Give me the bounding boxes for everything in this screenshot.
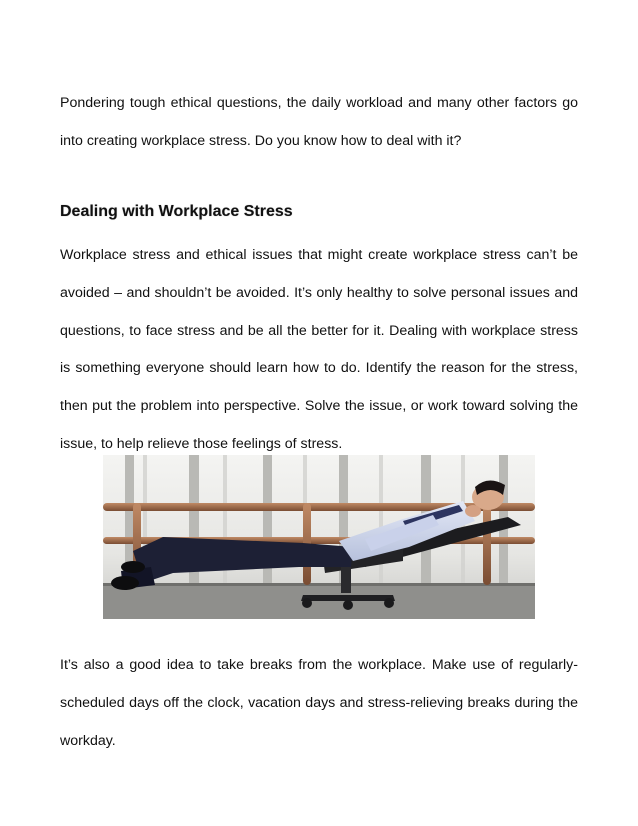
- section-heading: Dealing with Workplace Stress: [60, 203, 293, 220]
- businessman-reclining-photo: [103, 455, 535, 619]
- body-paragraph-1: Workplace stress and ethical issues that might create workplace stress can’t be avoided – and shouldn’t be avoided. It’s only healthy to solve personal issues and questions, to face stress and be all the better for it. Dealing with workplace stress is something everyone should learn how to do. Identify the reason for the stress, then put the problem into perspective. Solve the issue, or work toward solving the issue, to help relieve those feelings of stress.: [60, 247, 578, 452]
- body-paragraph-2: It’s also a good idea to take breaks from the workplace. Make use of regularly-scheduled days off the clock, vacation days and stress-relieving breaks during the workday.: [60, 657, 578, 749]
- intro-paragraph: Pondering tough ethical questions, the daily workload and many other factors go into creating workplace stress. Do you know how to deal with it?: [60, 95, 578, 149]
